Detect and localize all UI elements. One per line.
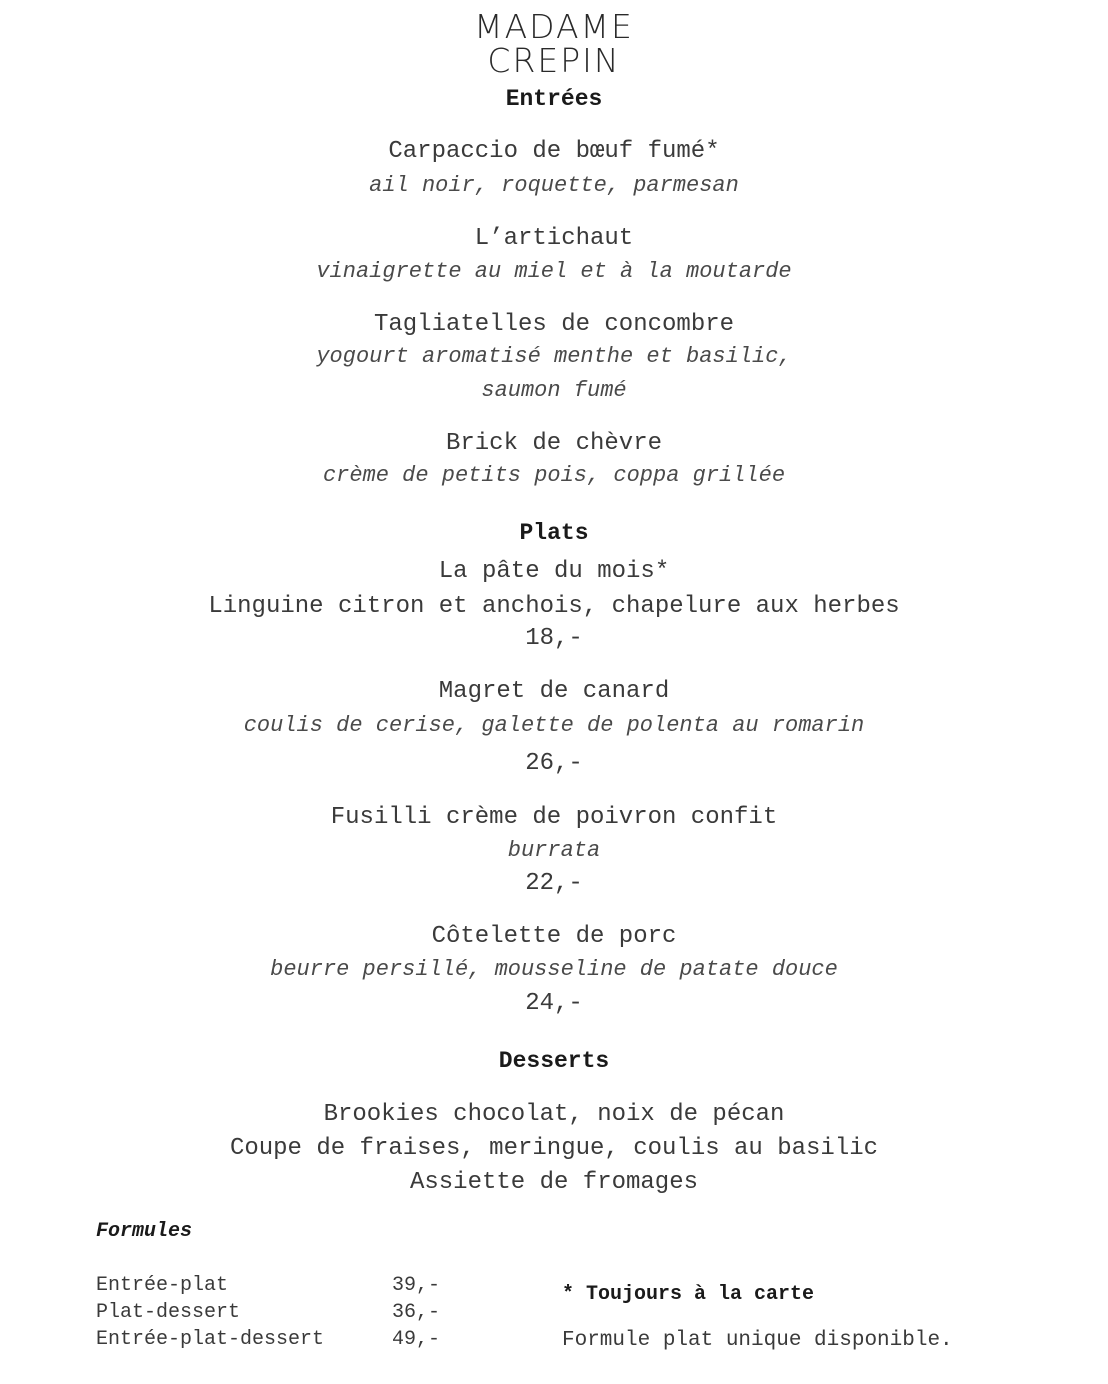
note-formule-unique: Formule plat unique disponible. [562,1329,953,1352]
plat-name: Fusilli crème de poivron confit [330,804,778,831]
section-title-desserts: Desserts [498,1048,610,1074]
dessert-item: Assiette de fromages [409,1169,699,1196]
formule-price: 49,- [392,1328,441,1351]
plat-name: Magret de canard [438,678,670,705]
brand-logo-line2: CREPIN [487,41,621,80]
brand-logo-line1: MADAME [474,7,634,46]
entree-description: yogourt aromatisé menthe et basilic, [316,344,792,369]
formule-label: Entrée-plat [96,1274,229,1297]
plat-price: 24,- [525,990,583,1017]
dessert-item: Coupe de fraises, meringue, coulis au basilic [229,1135,879,1162]
entree-description: ail noir, roquette, parmesan [369,173,739,198]
formule-price: 39,- [392,1274,441,1297]
dessert-item: Brookies chocolat, noix de pécan [323,1101,785,1128]
plat-name: La pâte du mois* [438,558,670,585]
section-title-entrees: Entrées [505,86,603,112]
plat-price: 22,- [525,870,583,897]
section-title-plats: Plats [519,520,589,546]
plat-description: coulis de cerise, galette de polenta au romarin [243,713,865,738]
formule-label: Entrée-plat-dessert [96,1328,325,1351]
entree-name: Carpaccio de bœuf fumé* [388,138,720,165]
plat-price: 26,- [525,750,583,777]
entree-description: saumon fumé [481,378,627,403]
formule-price: 36,- [392,1301,441,1324]
plat-description: burrata [507,838,601,863]
plat-description: beurre persillé, mousseline de patate douce [270,957,838,982]
entree-name: L’artichaut [474,225,634,252]
formule-label: Plat-dessert [96,1301,241,1324]
plat-subtitle: Linguine citron et anchois, chapelure aux herbes [208,593,900,620]
entree-name: Brick de chèvre [445,430,663,457]
entree-name: Tagliatelles de concombre [373,311,735,338]
entree-description: crème de petits pois, coppa grillée [322,463,786,488]
plat-name: Côtelette de porc [431,923,677,950]
plat-price: 18,- [525,625,583,652]
note-always-a-la-carte: * Toujours à la carte [562,1283,815,1306]
formules-title: Formules [96,1220,193,1243]
entree-description: vinaigrette au miel et à la moutarde [316,259,792,284]
